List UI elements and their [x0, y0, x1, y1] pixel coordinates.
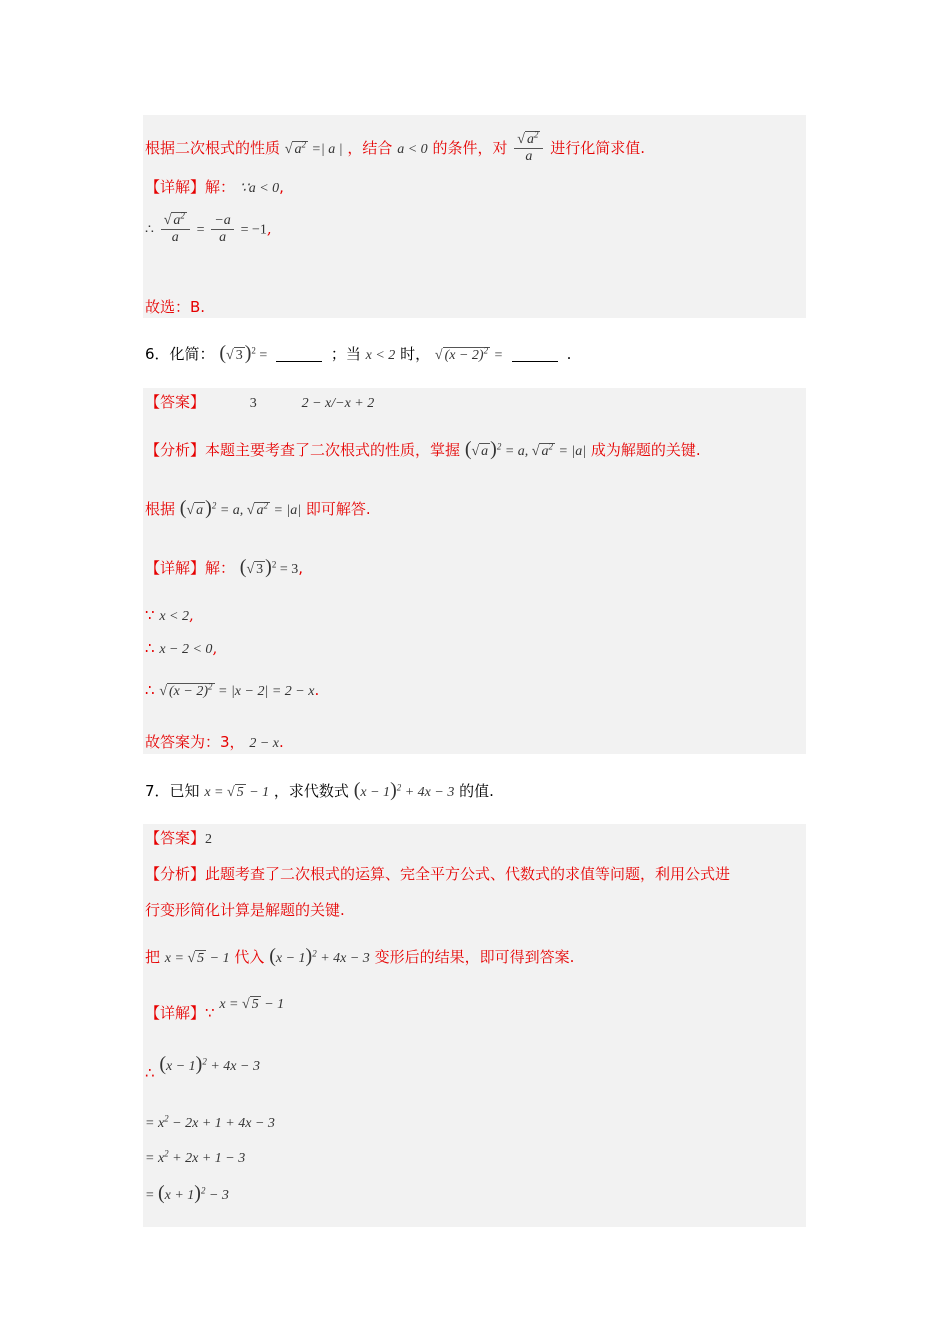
p5-conclusion: 故选：B.	[145, 298, 206, 316]
p6-line2-text-b: 即可解答.	[305, 500, 371, 518]
q7-text-mid: ，求代数式	[273, 782, 349, 800]
q6-formula-sqrt-x-2: √ $(x - 2)^2$ =	[434, 345, 504, 363]
p7-step-4: = $(x + 1)^2 - 3$	[145, 1182, 229, 1204]
p5-detail-label: 【详解】解：	[145, 178, 236, 196]
p7-line3-text-b: 代入	[234, 948, 265, 966]
p6-therefore-symbol-2: ∴	[145, 681, 155, 699]
p5-therefore-symbol: ∴	[145, 222, 154, 238]
p6-answer-2: 2 − x/−x + 2	[301, 396, 375, 411]
p5-analysis-line	[145, 129, 645, 165]
p5-formula-sqrt-a2: √ $a^2$ =| a |	[284, 139, 343, 157]
q7-formula-x-def: x = √ 5 − 1	[204, 785, 270, 800]
p5-derivation-frac-2: $\frac{-a}{a}$	[211, 213, 233, 246]
p5-formula-a-lt-0: a < 0	[397, 142, 428, 157]
p6-final-period: .	[279, 733, 284, 751]
p7-step-3: = $x^2 + 2x + 1 - 3$	[145, 1148, 246, 1166]
p6-formula-sqrt3-eq-3: (√ 3 )$^2$ = 3	[239, 556, 299, 578]
p7-answer-value: 2	[205, 832, 213, 847]
p5-analysis-text-b: ，结合	[347, 139, 393, 157]
p6-analysis-text: 本题主要考查了二次根式的性质，掌握	[205, 441, 461, 459]
q6-question-line	[145, 343, 571, 366]
p7-analysis-label: 【分析】	[145, 865, 206, 883]
p7-formula-x-def-2: x = √ 5 − 1	[219, 997, 285, 1012]
p5-formula-because: ∵a < 0	[239, 181, 280, 196]
p6-final-text: 故答案为：3，	[145, 733, 245, 751]
p6-step-1: ∵ x < 2,	[145, 606, 194, 624]
p7-analysis-line-3	[145, 946, 574, 969]
p7-answer-label: 【答案】	[145, 829, 206, 847]
p5-derivation-line: ∴ $\frac{√ a^2}{a}$ = $\frac{-a}{a}$ = −1,	[145, 210, 272, 245]
p7-analysis-text-1: 此题考查了二次根式的运算、完全平方公式、代数式的求值等问题，利用公式进	[205, 865, 731, 883]
p6-formula-property: (√ a )$^2$ = a, √ $a^2 = |a|$	[464, 438, 587, 460]
p7-detail-line	[145, 997, 285, 1025]
p6-answer-label: 【答案】	[145, 393, 206, 411]
p7-step-2: = $x^2 - 2x + 1 + 4x - 3$	[145, 1113, 275, 1131]
q6-blank-1	[276, 361, 322, 362]
p7-step-1: ∴ $(x - 1)^2 + 4x - 3$	[145, 1053, 260, 1082]
q6-blank-2	[512, 361, 558, 362]
p7-because-symbol: ∵	[205, 1004, 215, 1022]
p6-analysis-end: 成为解题的关键.	[590, 441, 701, 459]
p6-because-symbol: ∵	[145, 606, 155, 624]
p7-line3-text-c: 变形后的结果，即可得到答案.	[374, 948, 575, 966]
p6-analysis-label: 【分析】	[145, 441, 206, 459]
p7-analysis-line-1	[145, 864, 730, 884]
p6-step-3: ∴ √ $(x - 2)^2 = |x - 2| = 2 - x$.	[145, 681, 320, 699]
q7-formula-expression: $(x - 1)^2 + 4x - 3$	[353, 779, 455, 801]
p7-line3-text-a: 把	[145, 948, 161, 966]
p6-final-line: 故答案为：3， 2 − x.	[145, 733, 284, 751]
p7-analysis-line-2: 行变形简化计算是解题的关键.	[145, 901, 345, 919]
p6-analysis-line	[145, 439, 701, 462]
q7-question-line	[145, 780, 494, 803]
q6-formula-sqrt3-squared: (√ 3 )$^2$ =	[219, 342, 268, 364]
p5-analysis-text-a: 根据二次根式的性质	[145, 139, 281, 157]
q6-text-when-end: 时，	[400, 345, 431, 363]
q7-text-end: 的值.	[459, 782, 494, 800]
p6-answer-line	[145, 392, 374, 414]
p6-line2-text-a: 根据	[145, 500, 176, 518]
p6-step-2: ∴ x − 2 < 0,	[145, 639, 218, 657]
q6-number: 6．化简：	[145, 345, 215, 363]
p5-derivation-frac-1: $\frac{√ a^2}{a}$	[161, 213, 190, 246]
q6-period: .	[566, 345, 572, 363]
p6-formula-property-2: (√ a )$^2$ = a, √ $a^2 = |a|$	[179, 497, 302, 519]
p5-analysis-text-c: 的条件，对	[432, 139, 508, 157]
p5-detail-line: 【详解】解： ∵a < 0,	[145, 178, 284, 196]
p7-formula-expression: $(x - 1)^2 + 4x - 3$	[269, 945, 370, 967]
p6-analysis-line-2	[145, 498, 371, 521]
q7-number: 7．已知	[145, 782, 200, 800]
p5-analysis-text-d: 进行化简求值.	[550, 139, 645, 157]
p6-detail-label: 【详解】解：	[145, 559, 236, 577]
p5-formula-frac: $\frac{√ a^2}{a}$	[514, 132, 543, 165]
p7-formula-x-def: x = √ 5 − 1	[164, 951, 230, 966]
p7-detail-label: 【详解】	[145, 1004, 206, 1022]
p7-answer-line	[145, 828, 212, 850]
q6-text-when: ；当	[330, 345, 361, 363]
p6-answer-1: 3	[249, 396, 257, 411]
q6-formula-x-lt-2: x < 2	[365, 348, 396, 363]
p6-detail-line: 【详解】解： (√ 3 )$^2$ = 3,	[145, 556, 304, 578]
p6-therefore-symbol: ∴	[145, 639, 155, 657]
p7-therefore-symbol: ∴	[145, 1064, 155, 1082]
